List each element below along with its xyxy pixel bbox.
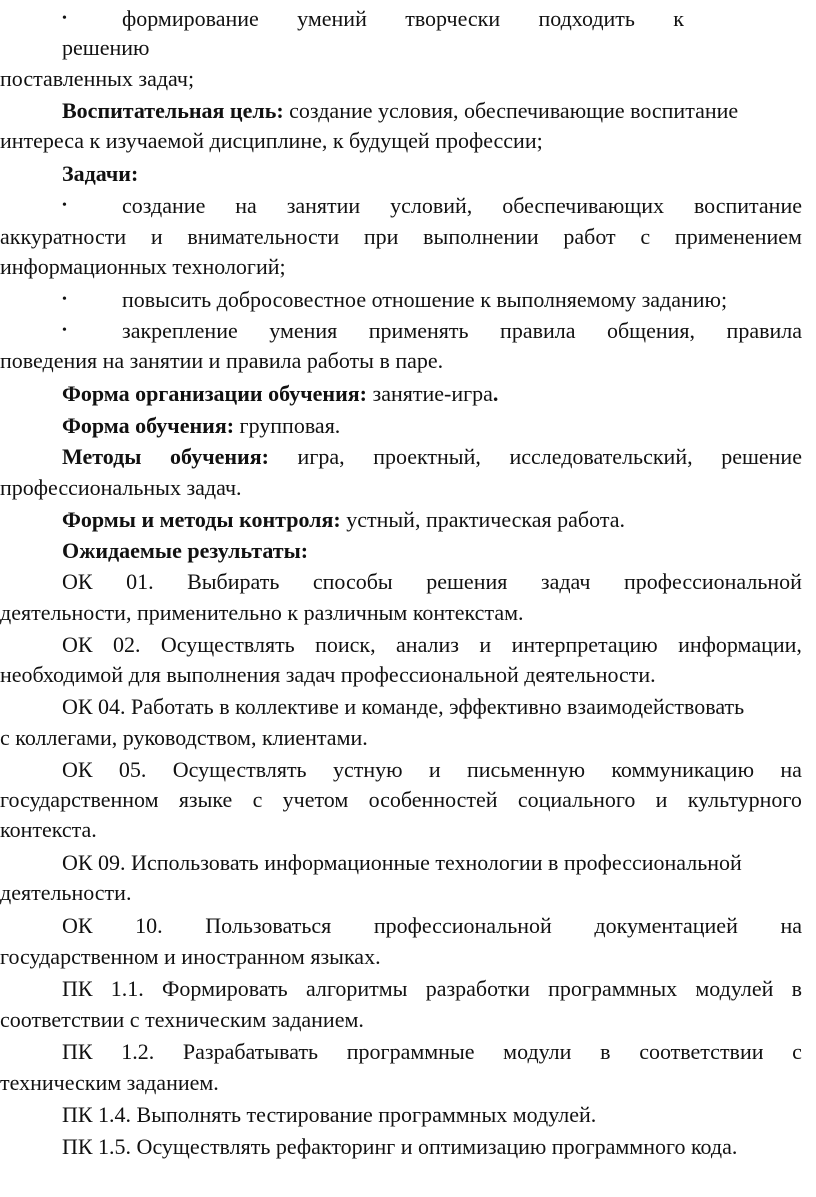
text-line: деятельности, применительно к различным контекстам. [0, 600, 524, 625]
text-span: создание условия, обеспечивающие воспитание [283, 98, 739, 123]
word: модули [503, 1039, 572, 1064]
word: внимательности [187, 224, 340, 249]
control-methods-line [62, 507, 625, 533]
word: ОК [62, 632, 93, 657]
word: применением [674, 224, 802, 249]
methods-label-word: обучения: [170, 444, 269, 469]
text-line: ПК 1.4. Выполнять тестирование программных модулей. [62, 1102, 597, 1127]
text-line: контекста. [0, 817, 97, 842]
word: игра, [297, 444, 345, 469]
text-line: поставленных задач; [0, 66, 195, 91]
word: 02. [112, 632, 141, 657]
word: и [428, 757, 441, 782]
word: информации, [678, 632, 802, 657]
word: разработки [425, 976, 530, 1001]
word: в [791, 976, 802, 1001]
word: ПК [62, 1039, 93, 1064]
word: и [150, 224, 163, 249]
tasks-heading [62, 161, 138, 187]
text-span: устный, практическая работа. [340, 507, 625, 532]
text-line: поведения на занятии и правила работы в паре. [0, 348, 444, 373]
word: программных [548, 976, 678, 1001]
word: правила [500, 318, 576, 343]
word: социального [517, 787, 636, 812]
text-line: деятельности. [0, 880, 132, 905]
word: занятии [286, 193, 361, 218]
word: устную [332, 757, 403, 782]
word: Выбирать [187, 569, 280, 594]
text-line: профессиональных задач. [0, 475, 242, 500]
word: формирование [122, 6, 259, 31]
expected-results-label: Ожидаемые результаты: [62, 538, 309, 563]
bullet-marker: • [62, 323, 67, 338]
word: условий, [390, 193, 473, 218]
methods-label-word: Методы [62, 444, 142, 469]
word: и [479, 632, 492, 657]
word: обеспечивающих [502, 193, 665, 218]
organization-form-line [62, 381, 498, 407]
word: ПК [62, 976, 93, 1001]
bullet-marker: • [62, 292, 67, 307]
word: решение [721, 444, 802, 469]
bullet-line-justified [122, 318, 802, 344]
text-line: необходимой для выполнения задач профессиональной деятельности. [0, 662, 656, 687]
word: ОК [62, 913, 93, 938]
word: к [673, 6, 684, 31]
bullet-line-justified [122, 193, 802, 219]
word: работ [563, 224, 616, 249]
word: подходить [538, 6, 635, 31]
word: в [600, 1039, 611, 1064]
text-line: решению [62, 35, 150, 60]
word: задач [540, 569, 591, 594]
word: при [363, 224, 399, 249]
word: 10. [135, 913, 163, 938]
word: ОК [62, 757, 93, 782]
text-line: ОК 09. Использовать информационные технологии в профессиональной [62, 850, 742, 875]
expected-results-heading [62, 538, 308, 564]
text-line: информационных технологий; [0, 254, 286, 279]
word: Осуществлять [172, 757, 307, 782]
word: 1.2. [121, 1039, 155, 1064]
word: на [780, 757, 802, 782]
word: 05. [118, 757, 147, 782]
tasks-label: Задачи: [62, 161, 139, 186]
word: выполнении [423, 224, 539, 249]
control-methods-label: Формы и методы контроля: [62, 507, 341, 532]
word: Осуществлять [160, 632, 295, 657]
word: 1.1. [110, 976, 144, 1001]
text-line: техническим заданием. [0, 1070, 219, 1095]
word: способы [312, 569, 393, 594]
methods-line-justified [62, 444, 802, 470]
educational-goal-label: Воспитательная цель: [62, 98, 284, 123]
word: создание [122, 193, 206, 218]
text-line: соответствии с техническим заданием. [0, 1007, 364, 1032]
word: документацией [594, 913, 738, 938]
word: воспитание [693, 193, 802, 218]
text-line: повысить добросовестное отношение к выполняемому заданию; [122, 287, 728, 312]
word: применять [368, 318, 469, 343]
word: учетом [282, 787, 349, 812]
word: ОК [62, 569, 93, 594]
text-line: с коллегами, руководством, клиентами. [0, 725, 368, 750]
educational-goal-line [62, 98, 738, 124]
word: Пользоваться [205, 913, 332, 938]
word: программные [346, 1039, 475, 1064]
text-span: групповая. [234, 413, 341, 438]
word: особенностей [368, 787, 498, 812]
word: профессиональной [624, 569, 802, 594]
text-line-justified [62, 1039, 802, 1065]
text-line: ОК 04. Работать в коллективе и команде, эффективно взаимодействовать [62, 694, 745, 719]
word: интерпретацию [511, 632, 658, 657]
word: проектный, [373, 444, 481, 469]
word: соответствии [639, 1039, 764, 1064]
word: коммуникацию [611, 757, 755, 782]
word: умения [269, 318, 338, 343]
word: анализ [396, 632, 459, 657]
learning-form-label: Форма обучения: [62, 413, 235, 438]
bullet-marker: • [62, 11, 67, 26]
word: решения [426, 569, 508, 594]
word: творчески [405, 6, 501, 31]
bullet-marker: • [62, 198, 67, 213]
text-line: интереса к изучаемой дисциплине, к будущей профессии; [0, 128, 543, 153]
word: поиск, [315, 632, 376, 657]
word: профессиональной [373, 913, 552, 938]
text-line-justified [62, 913, 802, 939]
text-line-justified [0, 787, 802, 813]
text-span: . [492, 381, 499, 406]
word: с [252, 787, 263, 812]
organization-form-label: Форма организации обучения: [62, 381, 367, 406]
word: на [235, 193, 257, 218]
text-line-justified [62, 757, 802, 783]
text-line-justified [62, 976, 802, 1002]
word: правила [726, 318, 802, 343]
word: на [780, 913, 802, 938]
text-line-justified [0, 224, 802, 250]
word: Формировать [162, 976, 288, 1001]
word: государственном [0, 787, 159, 812]
word: письменную [467, 757, 586, 782]
word: и [655, 787, 668, 812]
text-span: занятие-игра [367, 381, 493, 406]
text-line-justified [62, 632, 802, 658]
word: модулей [695, 976, 774, 1001]
learning-form-line [62, 413, 340, 439]
word: алгоритмы [305, 976, 408, 1001]
word: культурного [687, 787, 802, 812]
word: закрепление [122, 318, 238, 343]
word: аккуратности [0, 224, 127, 249]
bullet-line-justified [122, 6, 684, 32]
word: умений [297, 6, 367, 31]
text-line-justified [62, 569, 802, 595]
word: общения, [606, 318, 696, 343]
word: исследовательский, [509, 444, 693, 469]
text-line: ПК 1.5. Осуществлять рефакторинг и оптимизацию программного кода. [62, 1134, 738, 1159]
word: 01. [126, 569, 154, 594]
word: с [640, 224, 651, 249]
text-line: государственном и иностранном языках. [0, 944, 381, 969]
word: с [792, 1039, 802, 1064]
word: языке [178, 787, 233, 812]
word: Разрабатывать [182, 1039, 319, 1064]
